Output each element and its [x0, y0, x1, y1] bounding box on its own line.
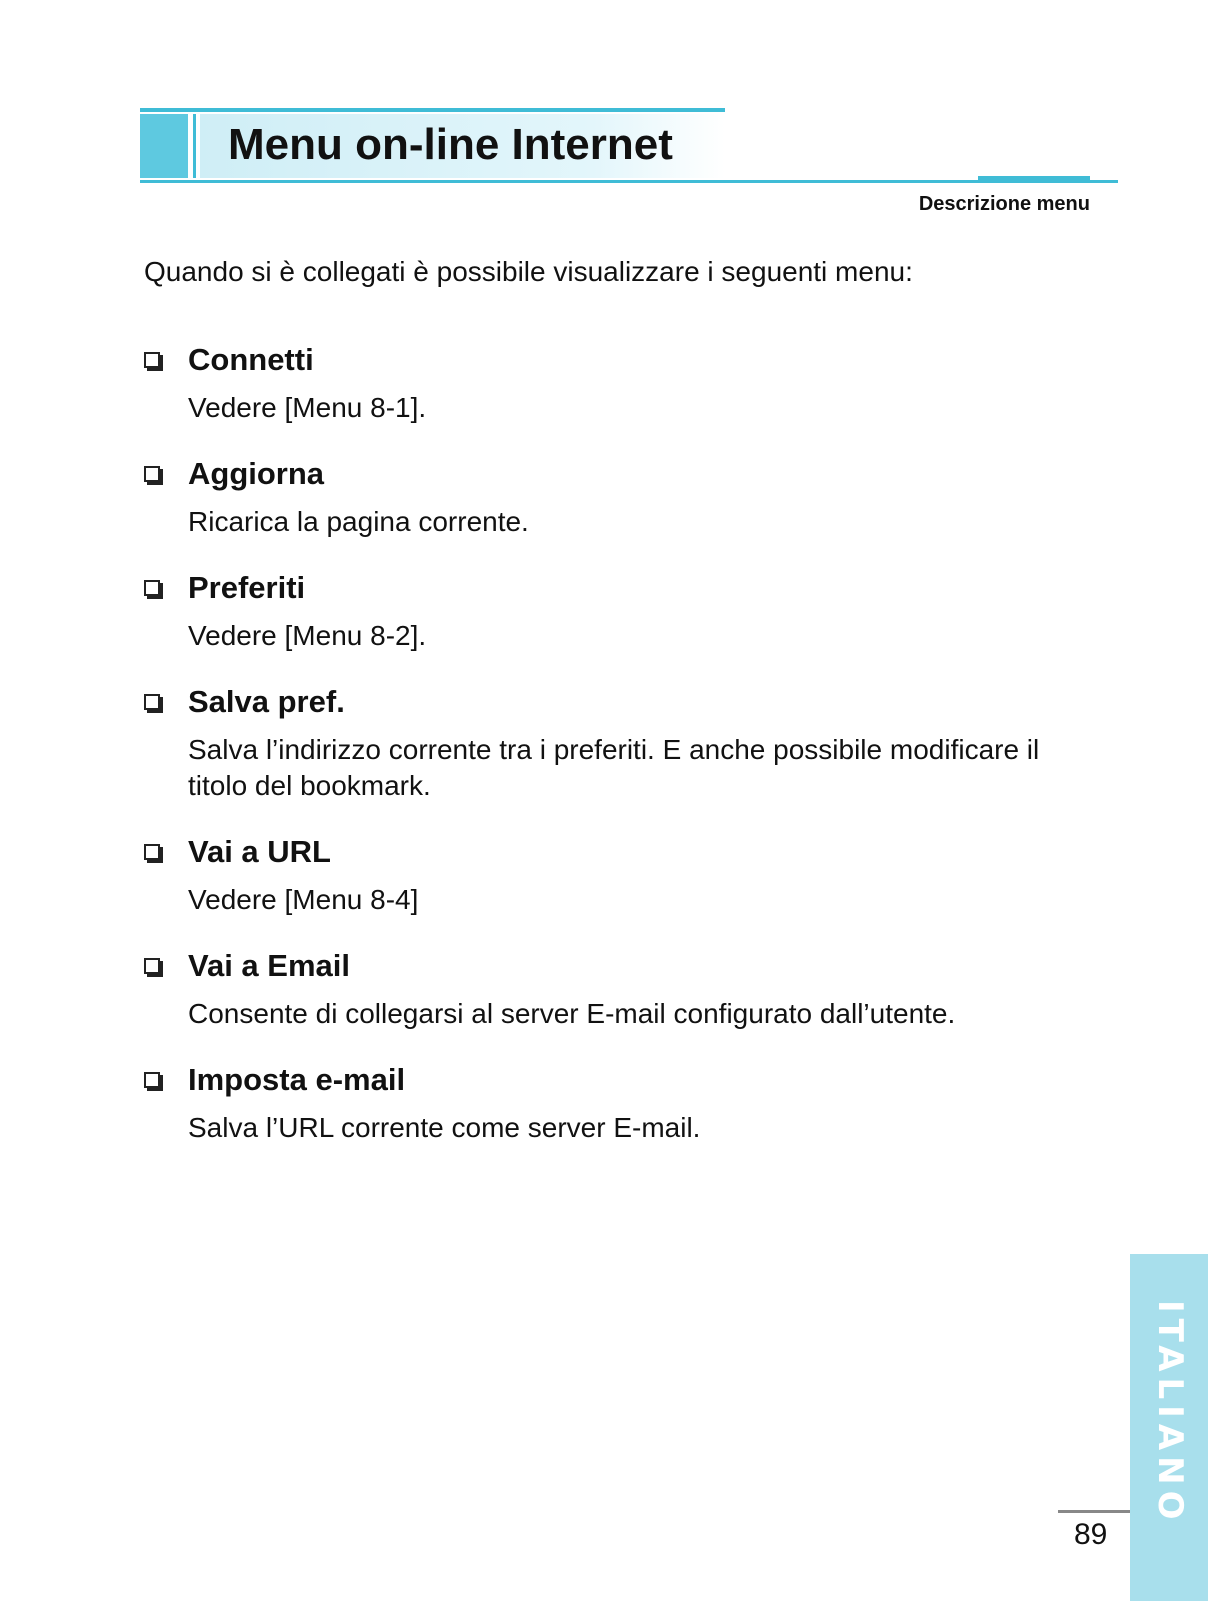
menu-entry-connetti — [144, 340, 1074, 426]
entry-title: Vai a Email — [188, 948, 350, 983]
header-accent-square — [140, 114, 188, 178]
checkbox-bullet-icon — [144, 580, 160, 596]
checkbox-bullet-icon — [144, 466, 160, 482]
entry-title: Imposta e-mail — [188, 1062, 406, 1097]
entry-description: Consente di collegarsi al server E-mail configurato dall’utente. — [188, 998, 956, 1029]
header-divider — [193, 114, 196, 178]
checkbox-bullet-icon — [144, 844, 160, 860]
entry-title: Aggiorna — [188, 456, 325, 491]
header-right-bar — [978, 176, 1090, 183]
checkbox-bullet-icon — [144, 1072, 160, 1088]
menu-entry-imposta-email — [144, 1060, 1074, 1146]
section-label: Descrizione menu — [918, 193, 1090, 215]
intro-text: Quando si è collegati è possibile visualizzare i seguenti menu: — [144, 256, 913, 287]
menu-entry-vai-a-email — [144, 946, 1074, 1032]
entry-description: Vedere [Menu 8-4] — [188, 884, 419, 915]
menu-entry-vai-a-url — [144, 832, 1074, 918]
entry-description: Salva l’URL corrente come server E-mail. — [188, 1112, 701, 1143]
checkbox-bullet-icon — [144, 958, 160, 974]
entry-title: Preferiti — [188, 570, 306, 605]
entry-description: Vedere [Menu 8-1]. — [188, 392, 427, 423]
page-number: 89 — [1074, 1518, 1108, 1551]
page-title: Menu on-line Internet — [228, 120, 673, 169]
page-number-rule — [1058, 1510, 1130, 1513]
checkbox-bullet-icon — [144, 352, 160, 368]
menu-entry-salva-pref — [144, 682, 1074, 804]
header-top-rule — [140, 108, 725, 112]
menu-entry-preferiti — [144, 568, 1074, 654]
entry-description: Salva l’indirizzo corrente tra i preferiti. E anche possibile modificare il titolo del bookmark. — [188, 734, 1040, 801]
entry-title: Salva pref. — [188, 684, 345, 719]
language-label: ITALIANO — [1150, 1300, 1190, 1526]
header-bottom-rule — [140, 180, 1118, 183]
entry-title: Connetti — [188, 342, 314, 377]
menu-entry-aggiorna — [144, 454, 1074, 540]
entry-description: Ricarica la pagina corrente. — [188, 506, 529, 537]
checkbox-bullet-icon — [144, 694, 160, 710]
entry-title: Vai a URL — [188, 834, 331, 869]
entry-description: Vedere [Menu 8-2]. — [188, 620, 427, 651]
